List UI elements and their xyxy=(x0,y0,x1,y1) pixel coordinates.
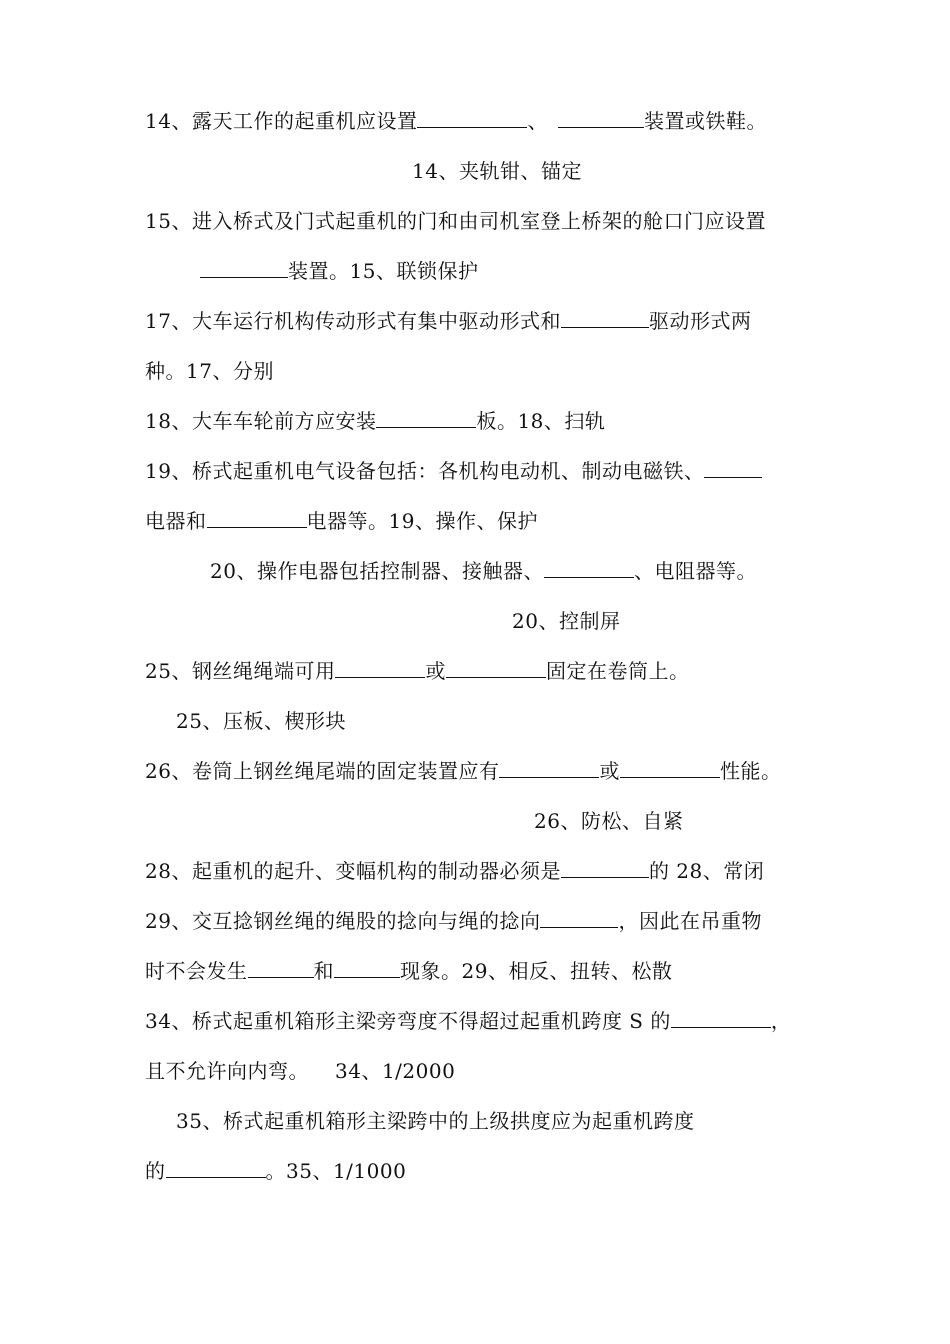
question-19-cont: 电器和 电器等。19、操作、保护 xyxy=(145,509,538,533)
question-34-cont: 且不允许向内弯。 34、1/2000 xyxy=(145,1059,456,1083)
question-17: 17、大车运行机构传动形式有集中驱动形式和 驱动形式两 xyxy=(145,309,752,333)
answer-26: 26、防松、自紧 xyxy=(534,809,684,833)
question-18: 18、大车车轮前方应安装 板。18、扫轨 xyxy=(145,409,606,433)
answer-blank xyxy=(166,1157,266,1178)
answer-blank xyxy=(417,107,527,128)
question-34: 34、桥式起重机箱形主梁旁弯度不得超过起重机跨度 S 的 ， xyxy=(145,1009,792,1033)
question-28: 28、起重机的起升、变幅机构的制动器必须是 的 28、常闭 xyxy=(145,859,765,883)
answer-blank xyxy=(207,507,307,528)
answer-blank xyxy=(620,757,720,778)
answer-blank xyxy=(200,264,288,278)
answer-blank xyxy=(540,907,618,928)
answer-blank xyxy=(544,557,634,578)
answer-blank xyxy=(561,307,649,328)
answer-blank xyxy=(248,957,314,978)
answer-blank xyxy=(446,657,546,678)
answer-blank xyxy=(561,857,649,878)
question-29-cont: 时不会发生 和 现象。29、相反、扭转、松散 xyxy=(145,959,673,983)
question-25: 25、钢丝绳绳端可用 或 固定在卷筒上。 xyxy=(145,659,690,683)
answer-blank xyxy=(335,657,425,678)
question-35-cont: 的 。35、1/1000 xyxy=(145,1159,407,1183)
answer-blank xyxy=(334,957,400,978)
answer-blank xyxy=(499,757,599,778)
answer-blank xyxy=(704,457,762,478)
question-35: 35、桥式起重机箱形主梁跨中的上级拱度应为起重机跨度 xyxy=(176,1109,695,1133)
question-20: 20、操作电器包括控制器、接触器、 、电阻器等。 xyxy=(210,559,757,583)
answer-blank xyxy=(558,107,644,128)
question-26: 26、卷筒上钢丝绳尾端的固定装置应有 或 性能。 xyxy=(145,759,782,783)
question-29: 29、交互捻钢丝绳的绳股的捻向与绳的捻向 ，因此在吊重物 xyxy=(145,909,762,933)
question-17-cont: 种。17、分别 xyxy=(145,359,274,383)
answer-14: 14、夹轨钳、锚定 xyxy=(412,159,582,183)
question-15-cont: 装置。15、联锁保护 xyxy=(200,256,478,286)
answer-25: 25、压板、楔形块 xyxy=(176,709,346,733)
answer-20: 20、控制屏 xyxy=(512,609,621,633)
question-15: 15、进入桥式及门式起重机的门和由司机室登上桥架的舱口门应设置 xyxy=(145,209,766,233)
question-19: 19、桥式起重机电气设备包括：各机构电动机、制动电磁铁、 xyxy=(145,456,762,486)
answer-blank xyxy=(671,1007,771,1028)
answer-blank xyxy=(376,407,476,428)
question-14: 14、露天工作的起重机应设置 、 装置或铁鞋。 xyxy=(145,109,767,133)
